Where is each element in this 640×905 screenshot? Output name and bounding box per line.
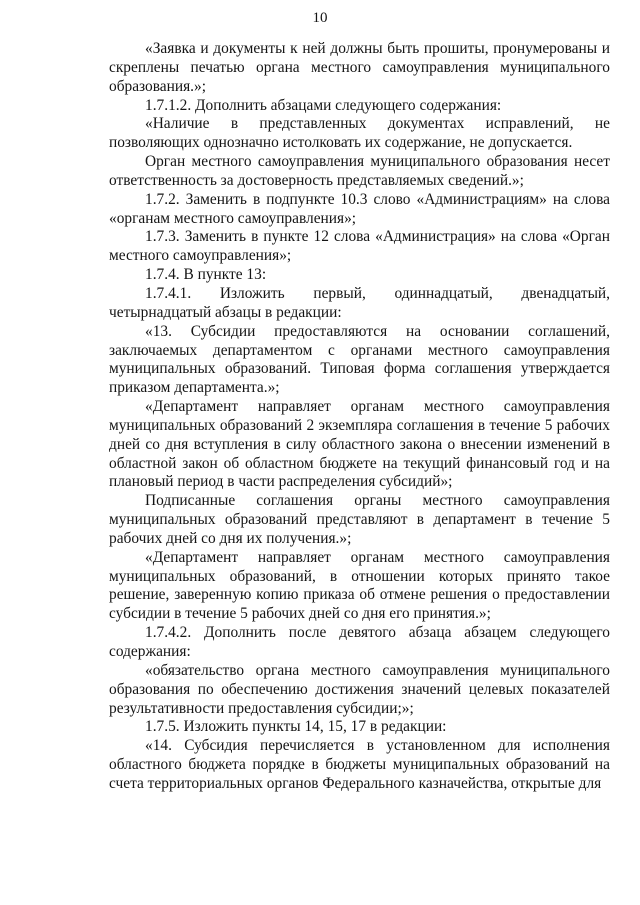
paragraph: «13. Субсидии предоставляются на основании соглашений, заключаемых департаментом с органами местного самоуправления муниципальных образований. Типовая форма соглашения утверждается приказом департамента.»; xyxy=(109,322,610,397)
paragraph: Подписанные соглашения органы местного самоуправления муниципальных образований представляют в департамент в течение 5 рабочих дней со дня их получения.»; xyxy=(109,492,610,547)
paragraph: «Наличие в представленных документах исправлений, не позволяющих однозначно истолковать их содержание, не допускается. xyxy=(109,115,610,152)
page-number: 10 xyxy=(312,10,328,26)
paragraph: 1.7.4. В пункте 13: xyxy=(145,266,267,284)
paragraph: «Департамент направляет органам местного самоуправления муниципальных образований, в отношении которых принято такое решение, заверенную копию приказа об отмене решения о предоставлении субсидии в течение 5 рабочих дней со дня его принятия.»; xyxy=(109,548,610,623)
paragraph: 1.7.3. Заменить в пункте 12 слова «Администрация» на слова «Орган местного самоуправления»; xyxy=(109,228,610,265)
paragraph: 1.7.1.2. Дополнить абзацами следующего содержания: xyxy=(145,96,502,114)
paragraph: «обязательство органа местного самоуправления муниципального образования по обеспечению достижения значений целевых показателей результативности предоставления субсидии;»; xyxy=(109,661,610,717)
document-body xyxy=(109,40,610,794)
paragraph: 1.7.4.1. Изложить первый, одиннадцатый, двенадцатый, четырнадцатый абзацы в редакции: xyxy=(109,284,610,321)
paragraph: «14. Субсидия перечисляется в установленном для исполнения областного бюджета порядке в бюджеты муниципальных образований на счета территориальных органов Федерального казначейства, открытые для xyxy=(109,737,610,792)
paragraph: 1.7.5. Изложить пункты 14, 15, 17 в редакции: xyxy=(145,718,447,736)
paragraph: «Департамент направляет органам местного самоуправления муниципальных образований 2 экземпляра соглашения в течение 5 рабочих дней со дня вступления в силу областного закона о внесении изменений в областной закон об областном бюджете на текущий финансовый год и на плановый период в части распределения субсидий»; xyxy=(109,398,610,491)
paragraph: 1.7.2. Заменить в подпункте 10.3 слово «Администрациям» на слова «органам местного самоуправления»; xyxy=(109,190,610,227)
paragraph: «Заявка и документы к ней должны быть прошиты, пронумерованы и скреплены печатью органа местного самоуправления муниципального образования.»; xyxy=(109,40,610,95)
paragraph: 1.7.4.2. Дополнить после девятого абзаца абзацем следующего содержания: xyxy=(109,624,610,660)
paragraph: Орган местного самоуправления муниципального образования несет ответственность за достоверность представляемых сведений.»; xyxy=(109,153,610,189)
